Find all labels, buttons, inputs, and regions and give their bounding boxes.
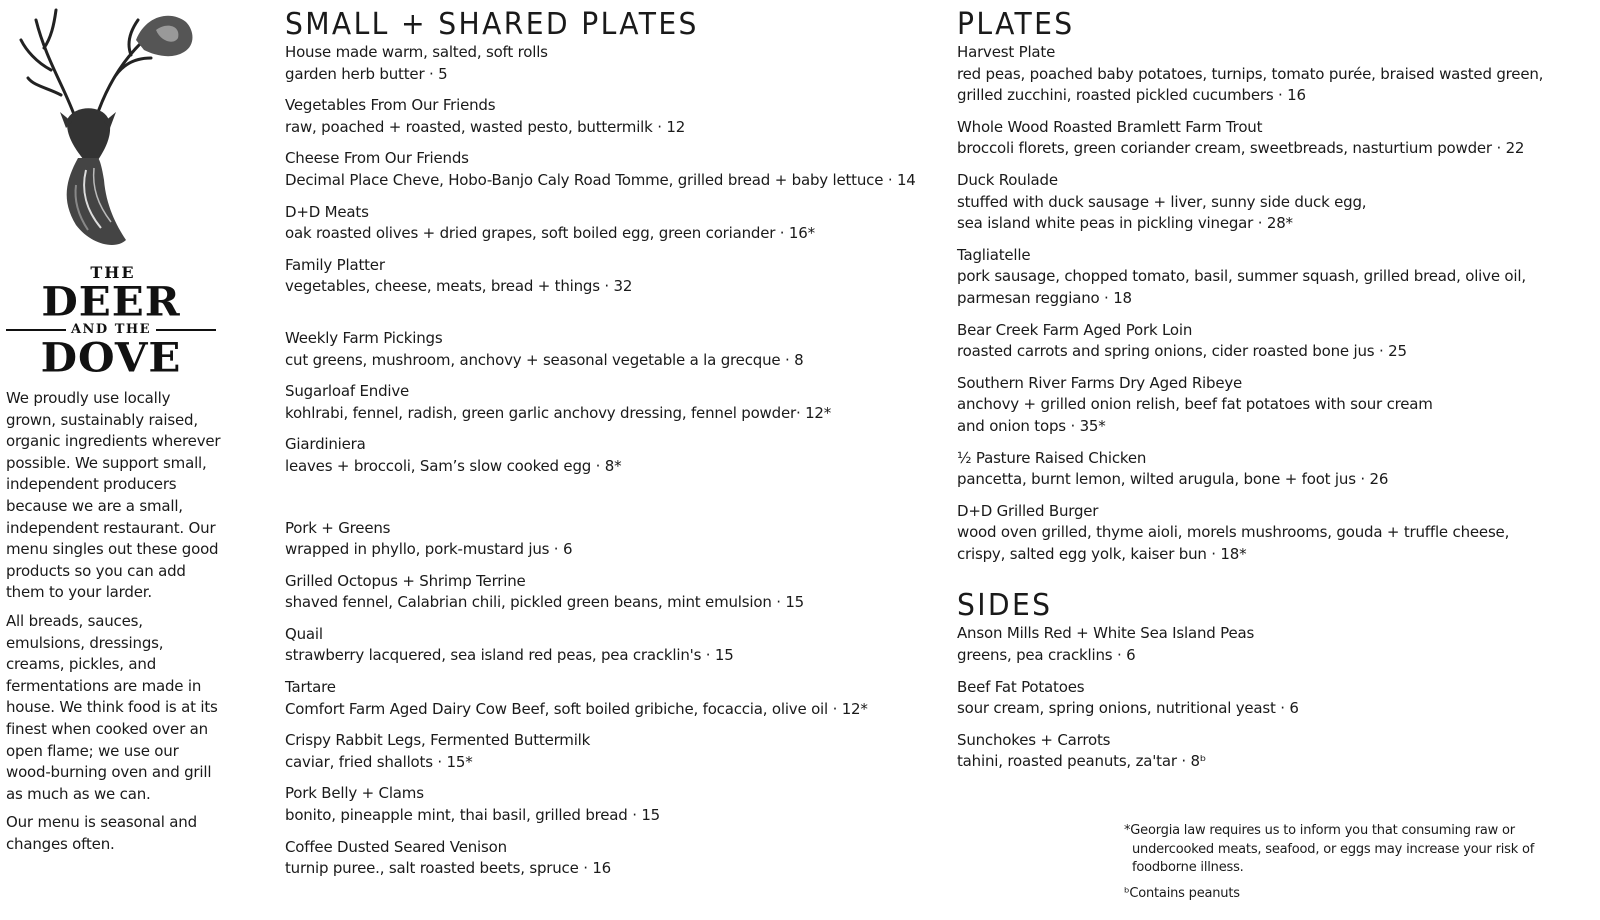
item-name: Sunchokes + Carrots <box>957 730 1111 749</box>
small-plates-column <box>285 8 925 890</box>
item-name: D+D Grilled Burger <box>957 501 1099 520</box>
menu-item <box>285 95 925 138</box>
menu-item <box>957 501 1577 566</box>
menu-item <box>285 328 925 371</box>
item-desc: Decimal Place Cheve, Hobo-Banjo Caly Road Tomme, grilled bread + baby lettuce · 14 <box>285 170 916 189</box>
item-name: Pork Belly + Clams <box>285 784 424 803</box>
footnotes <box>1124 822 1564 903</box>
item-desc: tahini, roasted peanuts, za'tar · 8ᵇ <box>957 752 1207 771</box>
item-name: Coffee Dusted Seared Venison <box>285 837 507 856</box>
item-name: Crispy Rabbit Legs, Fermented Buttermilk <box>285 731 591 750</box>
item-desc: and onion tops · 35* <box>957 416 1106 435</box>
item-desc: bonito, pineapple mint, thai basil, grilled bread · 15 <box>285 806 661 825</box>
item-name: Pork + Greens <box>285 518 391 537</box>
group-spacer <box>285 308 925 328</box>
section-title-sides: SIDES <box>957 588 1053 624</box>
wordmark-rule-left <box>6 329 66 331</box>
item-desc: leaves + broccoli, Sam’s slow cooked egg · 8* <box>285 456 622 475</box>
item-desc: shaved fennel, Calabrian chili, pickled green beans, mint emulsion · 15 <box>285 593 805 612</box>
peanut-notice: ᵇContains peanuts <box>1124 885 1240 901</box>
menu-item <box>957 677 1577 720</box>
item-name: Tartare <box>285 678 336 697</box>
intro-paragraph: We proudly use locally grown, sustainably raised, organic ingredients wherever possible. We support small, independent producers because we are a small, independent restaurant. Our menu singles out these good products so you can add them to your larder. <box>6 389 221 602</box>
menu-item <box>957 623 1577 666</box>
wordmark-deer: DEER <box>41 278 181 325</box>
item-desc: wrapped in phyllo, pork-mustard jus · 6 <box>285 540 573 559</box>
item-name: Cheese From Our Friends <box>285 149 469 168</box>
item-desc: broccoli florets, green coriander cream, sweetbreads, nasturtium powder · 22 <box>957 139 1525 158</box>
item-desc: roasted carrots and spring onions, cider roasted bone jus · 25 <box>957 342 1407 361</box>
menu-item <box>957 245 1577 310</box>
item-desc: anchovy + grilled onion relish, beef fat potatoes with sour cream <box>957 395 1433 414</box>
item-desc: vegetables, cheese, meats, bread + things · 32 <box>285 277 633 296</box>
wordmark-rule-right <box>156 329 216 331</box>
menu-item <box>957 730 1577 773</box>
section-title-plates: PLATES <box>957 7 1075 42</box>
item-name: ½ Pasture Raised Chicken <box>957 448 1147 467</box>
menu-item <box>285 783 925 826</box>
item-desc: oak roasted olives + dried grapes, soft boiled egg, green coriander · 16* <box>285 224 815 243</box>
item-desc: wood oven grilled, thyme aioli, morels mushrooms, gouda + truffle cheese, <box>957 523 1510 542</box>
item-name: Bear Creek Farm Aged Pork Loin <box>957 320 1193 339</box>
item-desc: sea island white peas in pickling vinegar · 28* <box>957 214 1293 233</box>
item-name: Anson Mills Red + White Sea Island Peas <box>957 624 1255 643</box>
item-desc: strawberry lacquered, sea island red peas, pea cracklin's · 15 <box>285 646 734 665</box>
item-desc: turnip puree., salt roasted beets, spruce · 16 <box>285 859 612 878</box>
item-desc: greens, pea cracklins · 6 <box>957 646 1136 665</box>
raw-food-disclaimer: *Georgia law requires us to inform you that consuming raw or undercooked meats, seafood, or eggs may increase your risk of foodborne illness. <box>1124 823 1535 875</box>
item-name: Vegetables From Our Friends <box>285 96 496 115</box>
intro-paragraph: Our menu is seasonal and changes often. <box>6 813 197 853</box>
intro-paragraph: All breads, sauces, emulsions, dressings, creams, pickles, and fermentations are made in house. We think food is at its finest when cooked over an open flame; we use our wood-burning oven and grill as much as we can. <box>6 611 218 803</box>
item-desc: sour cream, spring onions, nutritional yeast · 6 <box>957 699 1299 718</box>
wordmark-the: THE <box>90 263 136 282</box>
item-desc: cut greens, mushroom, anchovy + seasonal vegetable a la grecque · 8 <box>285 350 804 369</box>
item-name: Quail <box>285 624 323 643</box>
group-spacer <box>285 488 925 518</box>
item-name: Beef Fat Potatoes <box>957 677 1085 696</box>
menu-item <box>285 202 925 245</box>
item-desc: pork sausage, chopped tomato, basil, summer squash, grilled bread, olive oil, <box>957 267 1526 286</box>
item-desc: garden herb butter · 5 <box>285 64 448 83</box>
menu-item <box>285 434 925 477</box>
menu-item <box>285 571 925 614</box>
intro-text <box>6 388 221 855</box>
wordmark-and-the: AND THE <box>70 322 152 337</box>
menu-item <box>285 381 925 424</box>
menu-item <box>957 448 1577 491</box>
plates-column <box>957 8 1577 783</box>
restaurant-wordmark <box>6 263 216 381</box>
menu-item <box>285 837 925 880</box>
menu-item <box>957 373 1577 438</box>
menu-item <box>285 677 925 720</box>
menu-item <box>957 42 1577 107</box>
item-name: Grilled Octopus + Shrimp Terrine <box>285 571 526 590</box>
wordmark-dove: DOVE <box>40 334 182 381</box>
sides-section <box>957 589 1577 773</box>
item-desc: parmesan reggiano · 18 <box>957 288 1132 307</box>
menu-item <box>285 518 925 561</box>
menu-item <box>957 320 1577 363</box>
item-name: Harvest Plate <box>957 43 1056 61</box>
item-name: Whole Wood Roasted Bramlett Farm Trout <box>957 117 1263 136</box>
menu-item <box>285 624 925 667</box>
menu-item <box>285 42 925 85</box>
item-desc: crispy, salted egg yolk, kaiser bun · 18* <box>957 544 1247 563</box>
item-desc: stuffed with duck sausage + liver, sunny side duck egg, <box>957 192 1367 211</box>
menu-item <box>957 170 1577 235</box>
item-name: D+D Meats <box>285 202 369 221</box>
item-name: Giardiniera <box>285 435 366 454</box>
item-name: House made warm, salted, soft rolls <box>285 43 548 61</box>
item-name: Duck Roulade <box>957 170 1058 189</box>
item-name: Weekly Farm Pickings <box>285 328 443 347</box>
menu-item <box>285 148 925 191</box>
item-desc: Comfort Farm Aged Dairy Cow Beef, soft boiled gribiche, focaccia, olive oil · 12* <box>285 699 868 718</box>
item-name: Family Platter <box>285 255 385 274</box>
menu-item <box>285 255 925 298</box>
item-desc: kohlrabi, fennel, radish, green garlic anchovy dressing, fennel powder· 12* <box>285 403 832 422</box>
menu-item <box>957 117 1577 160</box>
item-desc: raw, poached + roasted, wasted pesto, buttermilk · 12 <box>285 117 686 136</box>
item-desc: red peas, poached baby potatoes, turnips, tomato purée, braised wasted green, <box>957 64 1544 83</box>
item-name: Southern River Farms Dry Aged Ribeye <box>957 373 1243 392</box>
item-desc: pancetta, burnt lemon, wilted arugula, bone + foot jus · 26 <box>957 470 1389 489</box>
section-title-small-plates: SMALL + SHARED PLATES <box>285 7 699 42</box>
item-desc: caviar, fried shallots · 15* <box>285 752 473 771</box>
menu-item <box>285 730 925 773</box>
item-name: Sugarloaf Endive <box>285 382 410 401</box>
deer-dove-illustration <box>6 0 216 258</box>
item-name: Tagliatelle <box>957 245 1031 264</box>
left-column <box>6 0 221 862</box>
item-desc: grilled zucchini, roasted pickled cucumbers · 16 <box>957 86 1306 105</box>
